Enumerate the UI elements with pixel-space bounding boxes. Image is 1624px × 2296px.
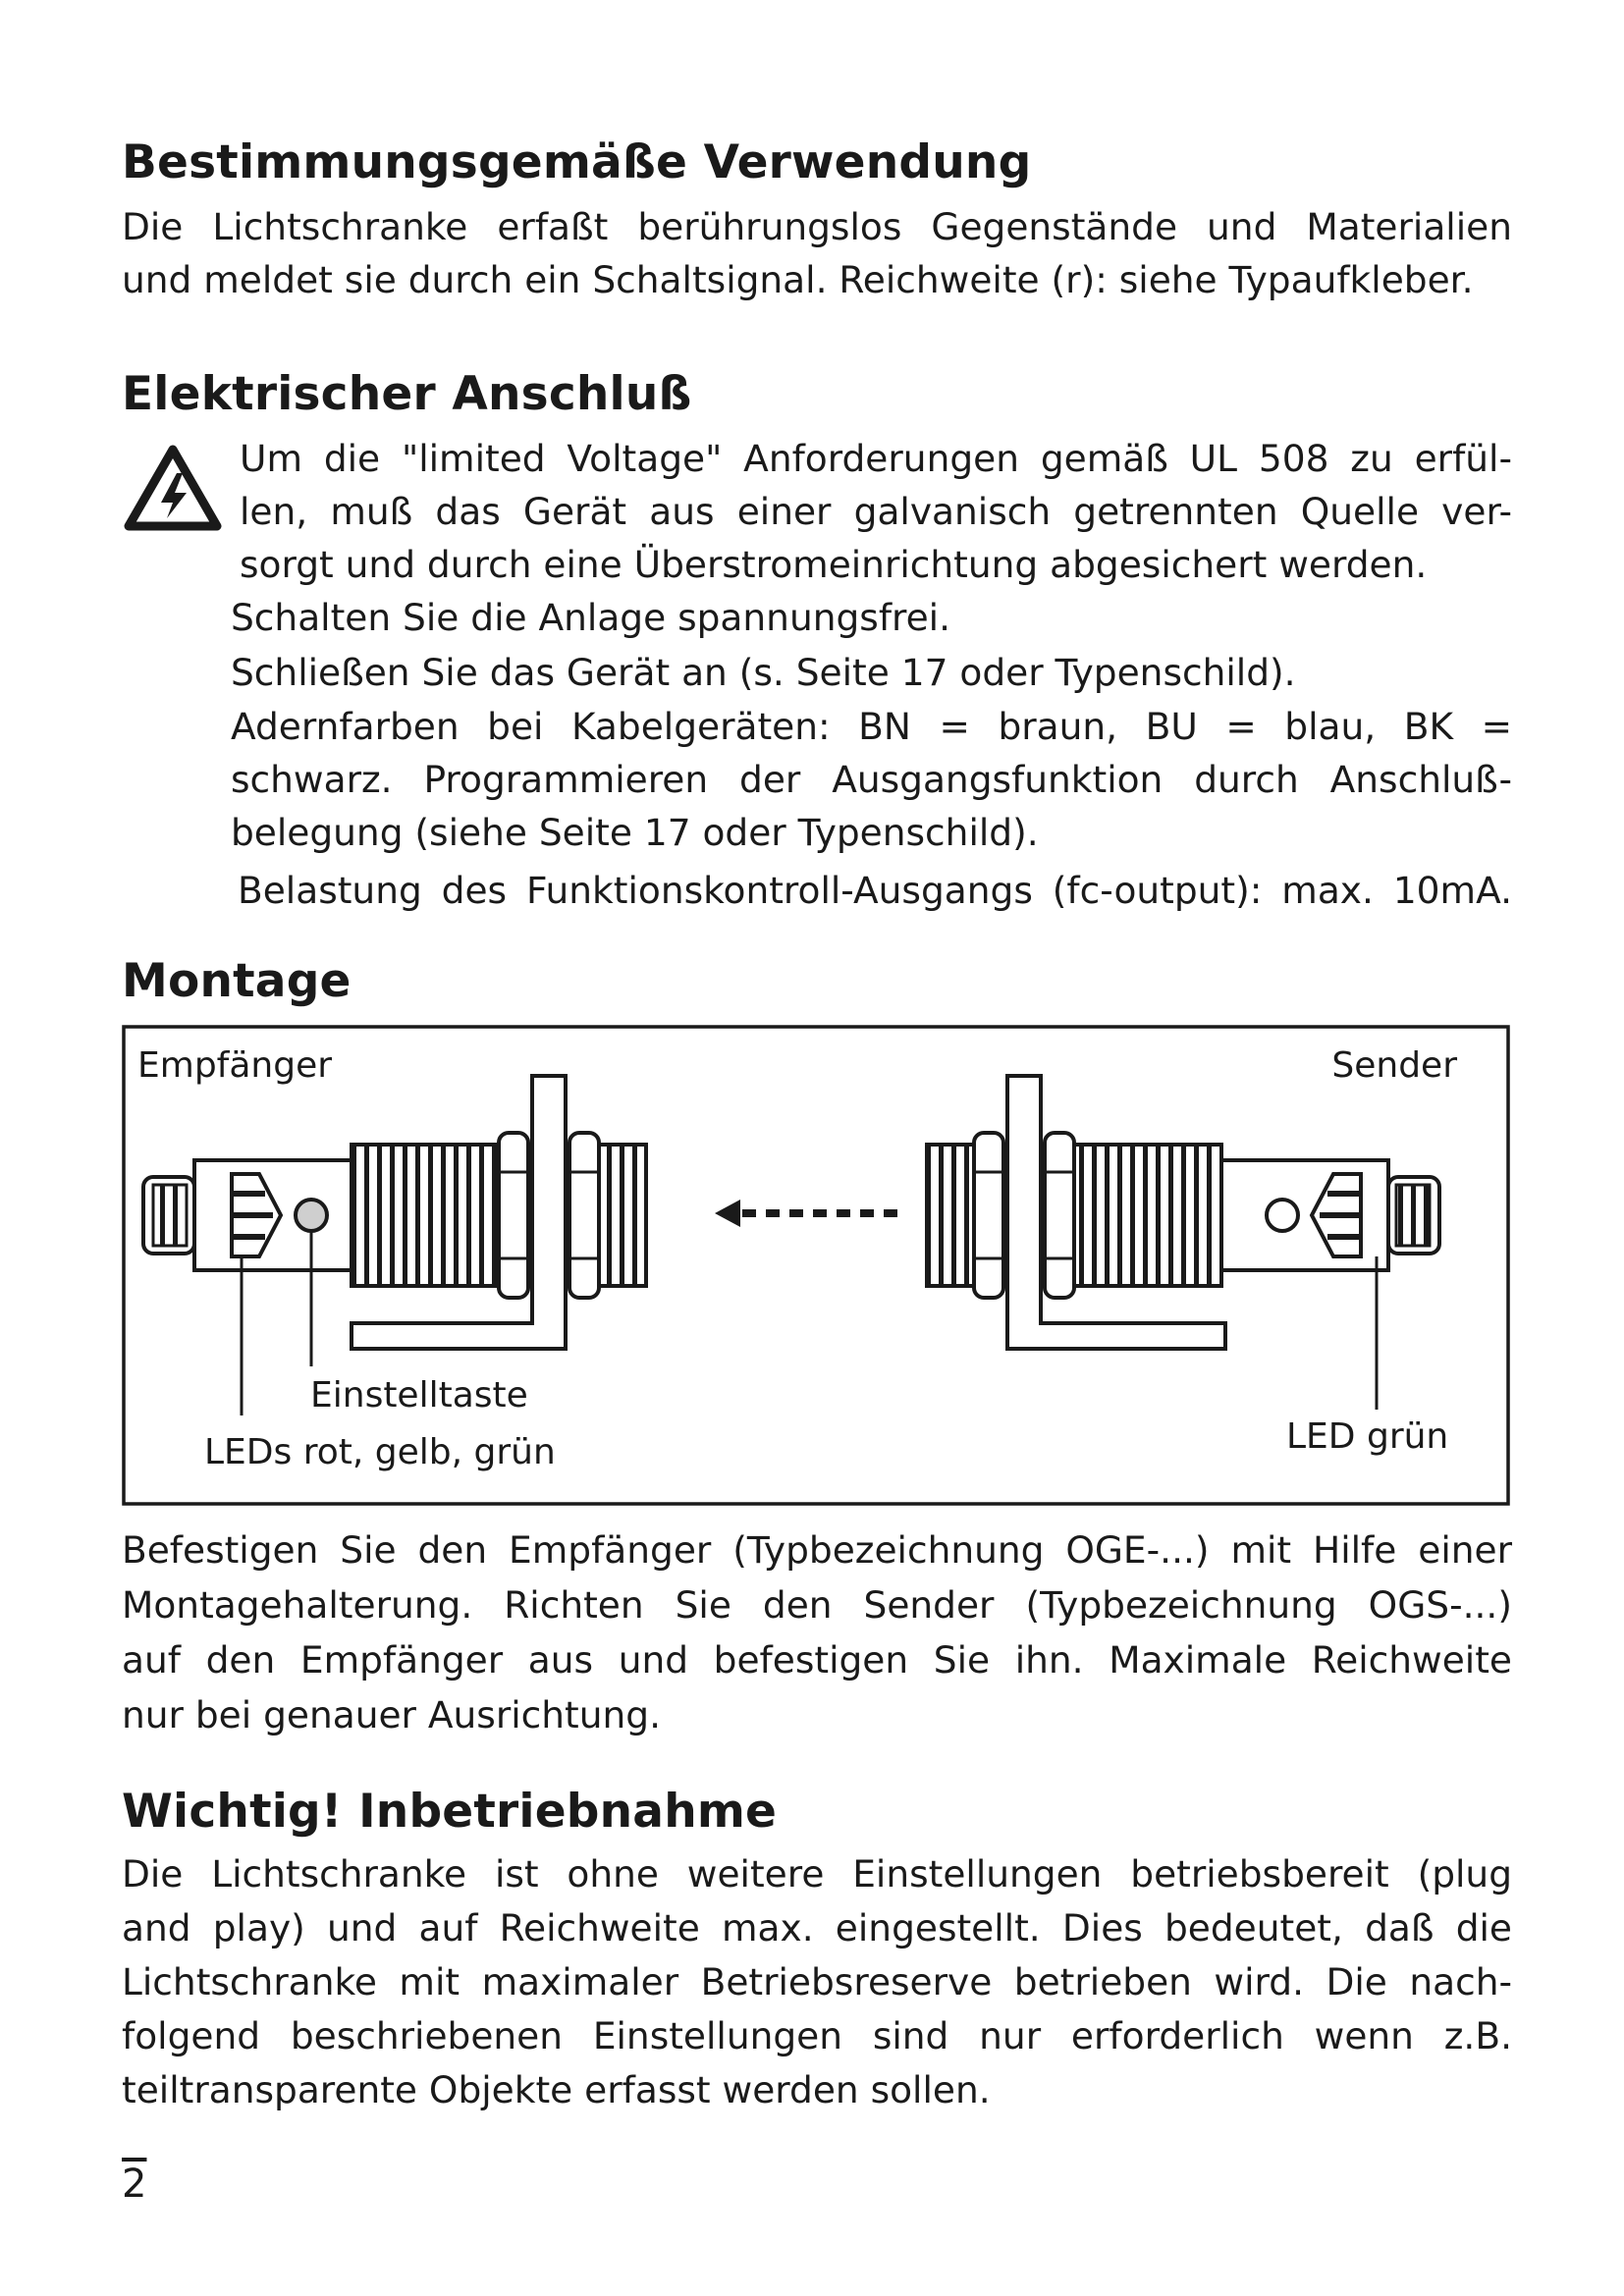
heading-mounting: Montage bbox=[122, 954, 352, 1008]
high-voltage-warning-icon bbox=[124, 444, 222, 532]
led-label: LED grün bbox=[1286, 1416, 1449, 1457]
commissioning-line-4: folgend beschriebenen Einstellungen sind nur erforderlich wenn z.B. bbox=[122, 2014, 1512, 2057]
sender-label: Sender bbox=[1331, 1045, 1457, 1086]
electrical-line-3: Adernfarben bei Kabelgeräten: BN = braun, BU = blau, BK = bbox=[231, 705, 1512, 748]
electrical-line-2: Schließen Sie das Gerät an (s. Seite 17 oder Typenschild). bbox=[231, 651, 1296, 694]
warning-line-3: sorgt und durch eine Überstromeinrichtung abgesichert werden. bbox=[240, 543, 1428, 586]
commissioning-line-1: Die Lichtschranke ist ohne weitere Einstellungen betriebsbereit (plug bbox=[122, 1852, 1512, 1896]
receiver-label: Empfänger bbox=[137, 1045, 333, 1086]
mounting-line-3: auf den Empfänger aus und befestigen Sie ihn. Maximale Reichweite bbox=[122, 1638, 1512, 1682]
mounting-line-2: Montagehalterung. Richten Sie den Sender (Typbezeichnung OGS-...) bbox=[122, 1583, 1512, 1627]
heading-intended-use: Bestimmungsgemäße Verwendung bbox=[122, 135, 1032, 189]
heading-commissioning: Wichtig! Inbetriebnahme bbox=[122, 1785, 778, 1839]
warning-line-1: Um die "limited Voltage" Anforderungen gemäß UL 508 zu erfül- bbox=[240, 437, 1512, 480]
commissioning-line-2: and play) und auf Reichweite max. eingestellt. Dies bedeutet, daß die bbox=[122, 1906, 1512, 1949]
leds-label: LEDs rot, gelb, grün bbox=[204, 1432, 556, 1472]
page-number: 2 bbox=[122, 2162, 147, 2207]
electrical-line-1: Schalten Sie die Anlage spannungsfrei. bbox=[231, 596, 951, 639]
mounting-line-1: Befestigen Sie den Empfänger (Typbezeichnung OGE-...) mit Hilfe einer bbox=[122, 1528, 1512, 1572]
electrical-line-5: belegung (siehe Seite 17 oder Typenschild). bbox=[231, 811, 1039, 854]
commissioning-line-5: teiltransparente Objekte erfasst werden sollen. bbox=[122, 2068, 991, 2111]
usage-line-1: Die Lichtschranke erfaßt berührungslos Gegenstände und Materialien bbox=[122, 205, 1512, 248]
commissioning-line-3: Lichtschranke mit maximaler Betriebsreserve betrieben wird. Die nach- bbox=[122, 1960, 1512, 2003]
heading-electrical-connection: Elektrischer Anschluß bbox=[122, 367, 692, 421]
electrical-line-6: Belastung des Funktionskontroll-Ausgangs (fc-output): max. 10mA. bbox=[238, 869, 1512, 912]
usage-line-2: und meldet sie durch ein Schaltsignal. Reichweite (r): siehe Typaufkleber. bbox=[122, 258, 1474, 301]
button-label: Einstelltaste bbox=[310, 1375, 528, 1415]
electrical-line-4: schwarz. Programmieren der Ausgangsfunktion durch Anschluß- bbox=[231, 758, 1512, 801]
warning-line-2: len, muß das Gerät aus einer galvanisch getrennten Quelle ver- bbox=[240, 490, 1512, 533]
mounting-line-4: nur bei genauer Ausrichtung. bbox=[122, 1693, 662, 1736]
mounting-diagram bbox=[122, 1025, 1510, 1506]
